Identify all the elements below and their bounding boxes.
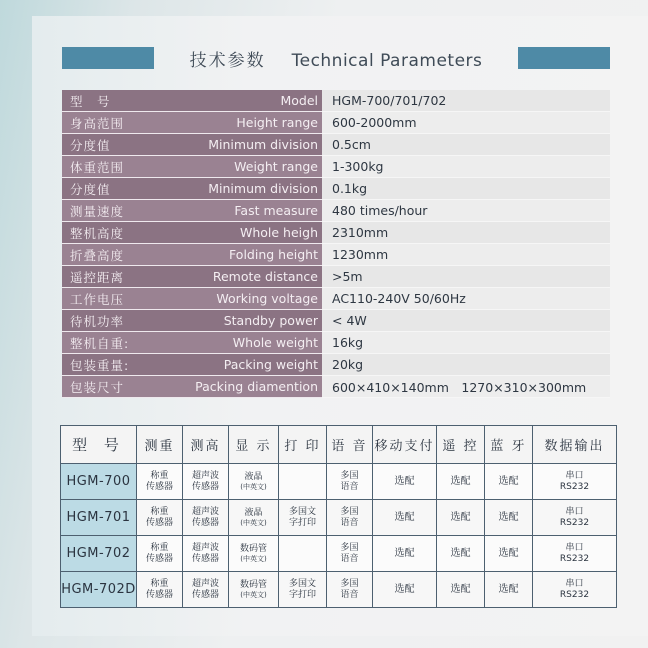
table-header-cell: 数据输出 (533, 426, 617, 464)
option-cell: 选配 (485, 536, 533, 572)
parameter-row (62, 156, 610, 178)
parameter-label (62, 310, 322, 332)
parameter-label-cn: 折叠高度 (70, 247, 125, 263)
display-cell: 液晶 (中英文) (229, 464, 279, 500)
table-header-cell: 遥 控 (437, 426, 485, 464)
parameter-label-en: Whole heigh (239, 225, 318, 240)
display-cell: 数码管 (中英文) (229, 536, 279, 572)
parameter-row (62, 134, 610, 156)
parameter-value: 16kg (322, 332, 610, 354)
parameter-label (62, 134, 322, 156)
table-cell: 称重 传感器 (137, 500, 183, 536)
parameter-label-en: Height range (236, 115, 318, 130)
parameter-value: 600×410×140mm 1270×310×300mm (322, 376, 610, 398)
table-row (61, 572, 617, 608)
parameter-value: 480 times/hour (322, 200, 610, 222)
table-row (61, 464, 617, 500)
option-cell: 选配 (373, 536, 437, 572)
table-header-cell: 型 号 (61, 426, 137, 464)
parameter-value: 1230mm (322, 244, 610, 266)
table-header-cell: 打 印 (279, 426, 327, 464)
parameter-row (62, 222, 610, 244)
table-header-cell: 蓝 牙 (485, 426, 533, 464)
table-cell: 超声波 传感器 (183, 536, 229, 572)
option-cell: 选配 (373, 500, 437, 536)
parameter-label-cn: 测量速度 (70, 203, 125, 219)
parameter-label (62, 112, 322, 134)
header-band (62, 44, 610, 72)
parameter-label (62, 244, 322, 266)
table-header-cell: 移动支付 (373, 426, 437, 464)
parameter-label-en: Remote distance (212, 269, 318, 284)
parameter-value: 0.5cm (322, 134, 610, 156)
parameter-label-cn: 遥控距离 (70, 269, 125, 285)
voice-cell: 多国 语音 (327, 572, 373, 608)
parameter-value: 1-300kg (322, 156, 610, 178)
model-comparison-table (60, 425, 617, 608)
table-cell: 超声波 传感器 (183, 464, 229, 500)
parameter-row (62, 354, 610, 376)
parameter-value: 600-2000mm (322, 112, 610, 134)
parameter-value: AC110-240V 50/60Hz (322, 288, 610, 310)
title-en: Technical Parameters (291, 50, 483, 71)
voice-cell: 多国 语音 (327, 500, 373, 536)
option-cell: 选配 (485, 572, 533, 608)
parameter-value: 2310mm (322, 222, 610, 244)
print-cell: 多国文 字打印 (279, 572, 327, 608)
parameter-label (62, 332, 322, 354)
parameter-label-en: Whole weight (232, 335, 318, 350)
parameter-value: HGM-700/701/702 (322, 90, 610, 112)
parameter-label-en: Packing diamention (195, 379, 318, 394)
parameter-row (62, 112, 610, 134)
parameter-row (62, 244, 610, 266)
header-accent-right (518, 47, 610, 69)
model-name-cell: HGM-702 (61, 536, 137, 572)
option-cell: 选配 (437, 572, 485, 608)
table-row (61, 500, 617, 536)
parameter-label-en: Weight range (234, 159, 318, 174)
table-cell: 称重 传感器 (137, 536, 183, 572)
option-cell: 选配 (485, 464, 533, 500)
parameter-label-en: Packing weight (223, 357, 318, 372)
parameter-label-cn: 工作电压 (70, 291, 125, 307)
parameter-value: < 4W (322, 310, 610, 332)
parameter-label-en: Fast measure (234, 203, 318, 218)
print-cell: 多国文 字打印 (279, 500, 327, 536)
parameter-label-cn: 体重范围 (70, 159, 125, 175)
print-cell (279, 536, 327, 572)
parameter-value: 20kg (322, 354, 610, 376)
output-cell: 串口 RS232 (533, 500, 617, 536)
model-name-cell: HGM-700 (61, 464, 137, 500)
parameter-label (62, 178, 322, 200)
parameter-label-en: Minimum division (208, 137, 318, 152)
display-cell: 液晶 (中英文) (229, 500, 279, 536)
model-name-cell: HGM-702D (61, 572, 137, 608)
parameter-label-cn: 整机高度 (70, 225, 125, 241)
parameter-label-cn: 待机功率 (70, 313, 125, 329)
option-cell: 选配 (373, 572, 437, 608)
display-cell: 数码管 (中英文) (229, 572, 279, 608)
parameter-row (62, 376, 610, 398)
parameter-label-cn: 分度值 (70, 181, 111, 197)
parameter-label (62, 200, 322, 222)
parameter-label (62, 376, 322, 398)
parameter-row (62, 200, 610, 222)
voice-cell: 多国 语音 (327, 536, 373, 572)
option-cell: 选配 (437, 536, 485, 572)
option-cell: 选配 (437, 500, 485, 536)
parameter-table (62, 90, 610, 398)
parameter-label (62, 266, 322, 288)
header-accent-left (62, 47, 154, 69)
parameter-value: >5m (322, 266, 610, 288)
parameter-label (62, 354, 322, 376)
parameter-label-en: Standby power (223, 313, 318, 328)
parameter-row (62, 178, 610, 200)
table-cell: 称重 传感器 (137, 464, 183, 500)
parameter-label-en: Working voltage (216, 291, 318, 306)
page-title (154, 46, 518, 71)
table-header-cell: 测重 (137, 426, 183, 464)
output-cell: 串口 RS232 (533, 572, 617, 608)
parameter-label (62, 222, 322, 244)
parameter-label-cn: 包装重量: (70, 357, 130, 373)
print-cell (279, 464, 327, 500)
option-cell: 选配 (373, 464, 437, 500)
parameter-value: 0.1kg (322, 178, 610, 200)
parameter-row (62, 90, 610, 112)
table-cell: 超声波 传感器 (183, 500, 229, 536)
option-cell: 选配 (485, 500, 533, 536)
parameter-label-cn: 整机自重: (70, 335, 130, 351)
parameter-label (62, 288, 322, 310)
table-cell: 称重 传感器 (137, 572, 183, 608)
table-header-cell: 语 音 (327, 426, 373, 464)
parameter-label-cn: 包装尺寸 (70, 379, 125, 395)
parameter-row (62, 332, 610, 354)
parameter-label-en: Folding height (229, 247, 318, 262)
parameter-label-cn: 型 号 (70, 93, 111, 109)
parameter-label-en: Model (280, 93, 318, 108)
table-header-cell: 显 示 (229, 426, 279, 464)
voice-cell: 多国 语音 (327, 464, 373, 500)
parameter-row (62, 288, 610, 310)
table-header-row (61, 426, 617, 464)
table-cell: 超声波 传感器 (183, 572, 229, 608)
option-cell: 选配 (437, 464, 485, 500)
parameter-label (62, 156, 322, 178)
parameter-row (62, 310, 610, 332)
parameter-label-en: Minimum division (208, 181, 318, 196)
parameter-label-cn: 身高范围 (70, 115, 125, 131)
parameter-row (62, 266, 610, 288)
model-name-cell: HGM-701 (61, 500, 137, 536)
parameter-label (62, 90, 322, 112)
output-cell: 串口 RS232 (533, 536, 617, 572)
table-header-cell: 测高 (183, 426, 229, 464)
parameter-label-cn: 分度值 (70, 137, 111, 153)
table-row (61, 536, 617, 572)
output-cell: 串口 RS232 (533, 464, 617, 500)
title-cn: 技术参数 (189, 50, 266, 71)
